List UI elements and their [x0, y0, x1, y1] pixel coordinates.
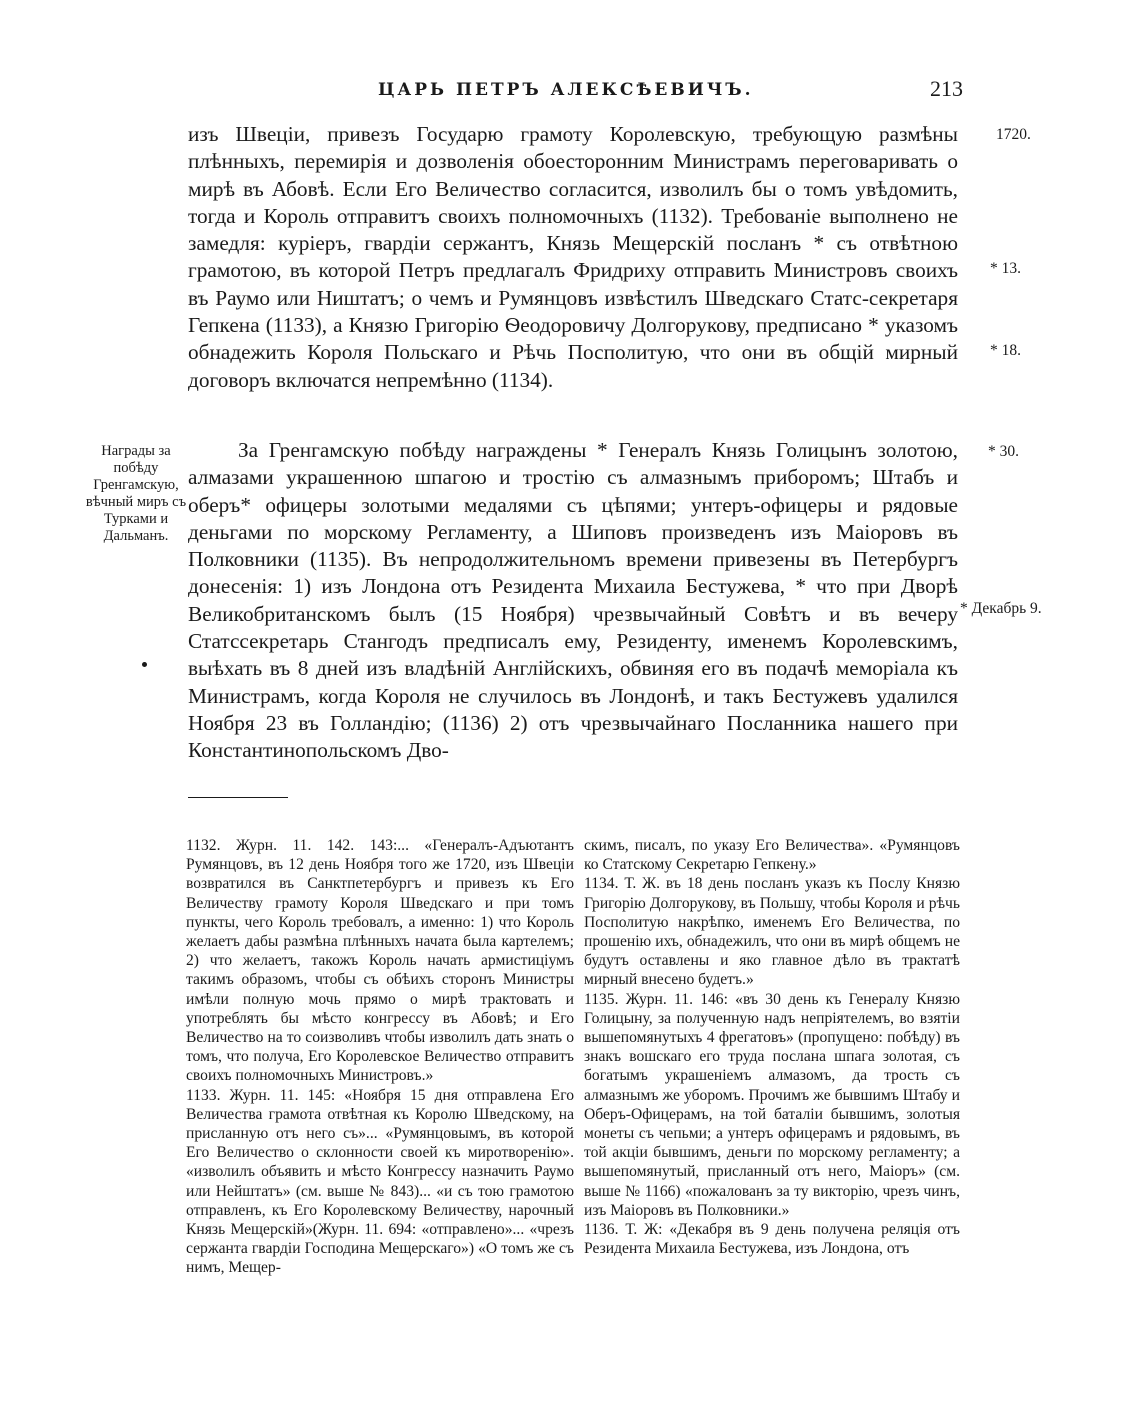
- footnote-1134: 1134. Т. Ж. въ 18 день посланъ указъ къ Послу Князю Григорію Долгорукову, въ Польшу, чтобы Короля и рѣчь Посполитую накрѣпко, именемъ Его Величества, по прошенію ихъ, обнадежилъ, что они въ мирѣ общемъ не будутъ оставлены и яко главное дѣло въ трактатѣ мирный внесено будетъ.»: [584, 875, 960, 989]
- margin-note-13: * 13.: [990, 260, 1021, 277]
- body-paragraph-2: [188, 437, 958, 765]
- footnote-1135: 1135. Журн. 11. 146: «въ 30 день къ Генералу Князю Голицыну, за полученную надъ непріятелемъ, во взятіи вышепомянутыхъ 4 фрегатовъ» (пропущено: побѣду) въ знакъ вошскаго его труда послана шпага золотая, съ богатымъ украшеніемъ алмазомъ, да трость съ алмазнымъ же уборомъ. Прочимъ же бывшимъ Штабу и Оберъ-Офицерамъ, на той баталіи бывшимъ, золотыя монеты съ чепьми; а унтеръ офицерамъ и рядовымъ, въ той акціи бывшимъ, деньги по морскому регламенту; а вышепомянутый, присланный отъ него, Маіоръ» (см. выше № 1166) «пожалованъ за ту викторію, чрезъ чинъ, изъ Маіоровъ въ Полковники.»: [584, 990, 960, 1219]
- body-paragraph-1: изъ Швеціи, привезъ Государю грамоту Королевскую, требующую размѣны плѣнныхъ, перемирія и дозволенія обоесторонним Министрамъ переговаривать о мирѣ въ Абовѣ. Если Его Величество согласится, изволилъ бы о томъ увѣдомить, тогда и Король отправитъ своихъ полномочныхъ (1132). Требованіе выполнено не замедля: курiеръ, гвардіи сержантъ, Князь Мещерскій посланъ * съ отвѣтною грамотою, въ которой Петръ предлагалъ Фридриху отправить Министровъ своихъ въ Раумо или Ништатъ; о чемъ и Румянцовъ извѣстилъ Шведскаго Статс-секретаря Гепкена (1133), а Князю Григорію Ѳеодоровичу Долгорукову, предписано * указомъ обнадежить Короля Польскаго и Рѣчь Посполитую, что они въ общій мирный договоръ включатся непремѣнно (1134).: [188, 122, 958, 392]
- margin-note-18: * 18.: [990, 342, 1021, 359]
- footnotes-right-column: [584, 836, 960, 1258]
- margin-note-year: 1720.: [996, 126, 1031, 143]
- side-heading: Награды за побѣду Гренгамскую, вѣчный миръ съ Турками и Дальманъ.: [85, 443, 187, 544]
- running-head: ЦАРЬ ПЕТРЪ АЛЕКСѢЕВИЧЪ.: [378, 80, 754, 100]
- footnotes-left-column: [186, 836, 574, 1278]
- footnote-1132: 1132. Журн. 11. 142. 143:... «Генералъ-Адъютантъ Румянцовъ, въ 12 день Ноября того же 1720, изъ Швеціи возвратился въ Санктпетербургъ и привезъ къ Его Величеству грамоту Короля Шведскаго и при томъ пункты, чего Король требовалъ, а именно: 1) что Король желаетъ дабы размѣна плѣнныхъ начата была картелемъ; 2) что желаетъ, такожъ Король начать армистиціумъ такимъ образомъ, чтобы съ обѣихъ сторонъ Министры имѣли полную мочь прямо о мирѣ трактовать и употреблять бы мѣсто конгрессу въ Абовѣ; и Его Величество на то соизволивъ чтобы изволилъ дать знать о томъ, что получа, Его Королевское Величество отправитъ своихъ полномочныхъ Министровъ.»: [186, 837, 574, 1085]
- footnote-1133: 1133. Журн. 11. 145: «Ноября 15 дня отправлена Его Величества грамота отвѣтная къ Королю Шведскому, на присланную отъ него съ»... «Румянцовымъ, въ которой Его Величество о склонности своей къ миротворенію». «изволилъ объявить и мѣсто Конгрессу назначить Раумо или Нейштатъ» (см. выше № 843)... «и съ тою грамотою отправленъ, къ Его Королевскому Величеству, нарочный Князь Мещерскій»(Журн. 11. 694: «отправлено»... «чрезъ сержанта гвардіи Господина Мещерскаго») «О томъ же съ нимъ, Мещер-: [186, 1086, 574, 1277]
- page-number: 213: [930, 76, 963, 101]
- margin-note-30: * 30.: [988, 443, 1019, 460]
- footnote-rule: [188, 797, 288, 798]
- margin-note-december: * Декабрь 9.: [960, 600, 1042, 617]
- body-paragraph-2-text: За Гренгамскую побѣду награждены * Генералъ Князь Голицынъ золотою, алмазами украшенною шпагою и тростію съ алмазнымъ приборомъ; Штабъ и оберъ* офицеры золотыми медалями съ цѣпями; унтеръ-офицеры и рядовые деньгами по морскому Регламенту, а Шиповъ произведенъ изъ Маіоровъ въ Полковники (1135). Въ непродолжительномъ времени привезены въ Петербургъ донесенія: 1) изъ Лондона отъ Резидента Михаила Бестужева, * что при Дворѣ Великобританскомъ былъ (15 Ноября) чрезвычайный Совѣтъ и въ вечеру Статссекретарь Стангодъ предписалъ ему, Резиденту, именемъ Королевскимъ, выѣхать въ 8 дней изъ владѣній Англійскихъ, обвиняя его въ подачѣ меморіала къ Министрамъ, когда Короля не случилось въ Лондонѣ, и такъ Бестужевъ удалился Ноября 23 въ Голландію; (1136) 2) отъ чрезвычайнаго Посланника нашего при Константинопольскомъ Дво-: [188, 438, 958, 763]
- footnote-1133-continued: скимъ, писалъ, по указу Его Величества». «Румянцовъ ко Статскому Секретарю Гепкену.»: [584, 837, 960, 874]
- margin-dot: [142, 662, 147, 667]
- footnote-1136: 1136. Т. Ж: «Декабря въ 9 день получена реляція отъ Резидента Михаила Бестужева, изъ Лондона, отъ: [584, 1221, 960, 1258]
